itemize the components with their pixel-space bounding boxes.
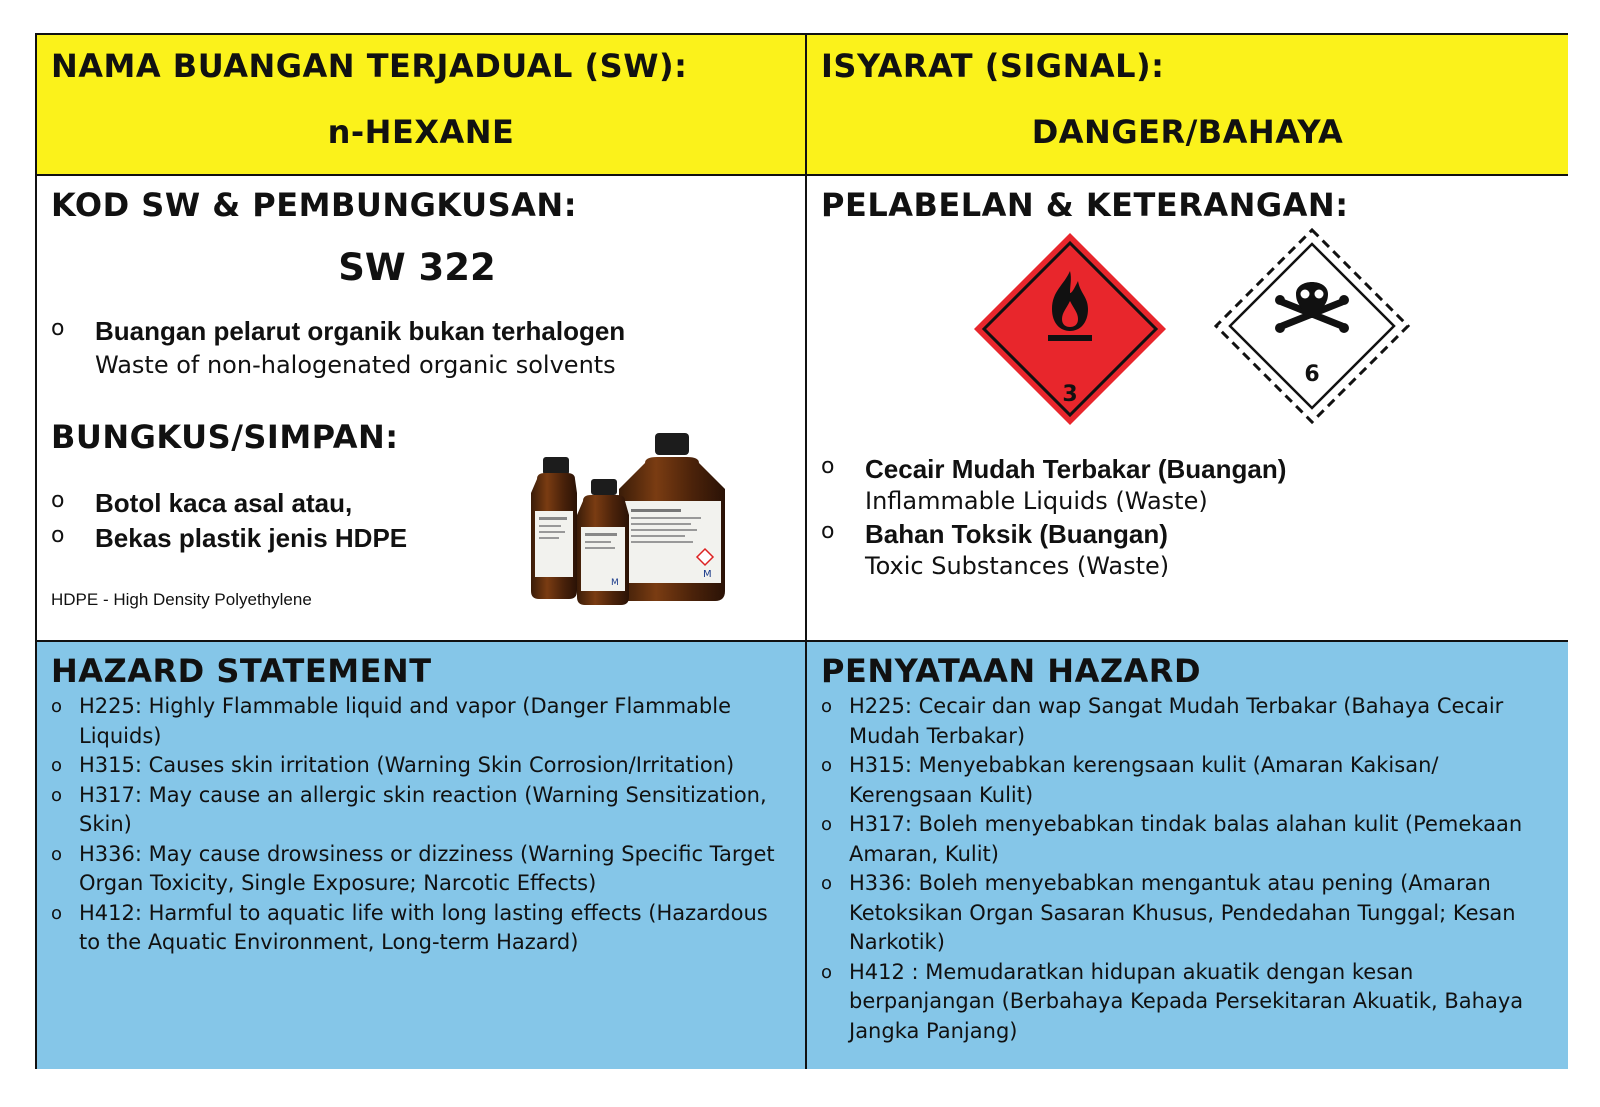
- waste-name-value: n-HEXANE: [327, 113, 515, 151]
- labelling-cell: [807, 176, 1568, 640]
- column-divider: [805, 35, 807, 1067]
- bullet-glyph: o: [821, 696, 833, 717]
- bullet-glyph: o: [821, 454, 835, 479]
- packaging-item: [51, 523, 407, 554]
- hazard-item: [821, 692, 1556, 751]
- packaging-item-label: Bekas plastik jenis HDPE: [95, 523, 408, 553]
- bullet-glyph: o: [821, 873, 833, 894]
- hazard-item-text: [849, 751, 1438, 810]
- hazard-item: [51, 840, 791, 899]
- bullet-glyph: o: [821, 519, 835, 544]
- packaging-label: BUNGKUS/SIMPAN:: [51, 418, 399, 456]
- hazard-item: [821, 869, 1556, 958]
- bullet-glyph: o: [51, 843, 63, 865]
- hazard-item: [821, 810, 1556, 869]
- hazard-item-line: H412: Harmful to aquatic life with long lasting effects (Hazardous: [79, 900, 768, 925]
- hazard-statement-list: [51, 692, 791, 958]
- labelling-item-ms: Cecair Mudah Terbakar (Buangan): [865, 454, 1287, 484]
- penyataan-hazard-cell: [807, 642, 1568, 1069]
- penyataan-hazard-label: PENYATAAN HAZARD: [821, 652, 1201, 690]
- svg-text:M: M: [611, 578, 619, 588]
- bullet-glyph: o: [51, 784, 63, 806]
- hazard-item-line: H315: Causes skin irritation (Warning Skin Corrosion/Irritation): [79, 753, 735, 777]
- signal-cell: [807, 35, 1568, 174]
- packaging-item-label: Botol kaca asal atau,: [95, 488, 353, 518]
- hazard-item-text: [79, 840, 775, 899]
- hazard-item-line: Amaran, Kulit): [849, 841, 999, 866]
- bullet-glyph: o: [51, 902, 63, 924]
- hazard-item-line: H317: Boleh menyebabkan tindak balas alahan kulit (Pemekaan: [849, 812, 1523, 836]
- hazard-item-text: [849, 869, 1516, 958]
- hazard-item: [821, 958, 1556, 1047]
- hazard-item-line: Jangka Panjang): [849, 1018, 1018, 1043]
- hazard-item-line: to the Aquatic Environment, Long-term Hazard): [79, 930, 579, 954]
- toxic-pictogram: [1212, 226, 1412, 426]
- description-en: Waste of non-halogenated organic solvents: [95, 351, 616, 379]
- hazard-item-line: Mudah Terbakar): [849, 723, 1026, 748]
- signal-label: ISYARAT (SIGNAL):: [821, 47, 1165, 85]
- hazard-item-line: H317: May cause an allergic skin reaction (Warning Sensitization,: [79, 782, 767, 807]
- hazard-item-text: [79, 781, 767, 840]
- bottle-middle: [577, 479, 629, 605]
- waste-name-cell: [37, 35, 805, 174]
- hazard-item-line: H315: Menyebabkan kerengsaan kulit (Amaran Kakisan/: [849, 753, 1439, 777]
- labelling-item-en: Toxic Substances (Waste): [865, 552, 1170, 580]
- hazard-item-line: Liquids): [79, 723, 162, 748]
- hazard-item-line: berpanjangan (Berbahaya Kepada Persekitaran Akuatik, Bahaya: [849, 989, 1524, 1013]
- reagent-bottles-image: [525, 431, 745, 611]
- hazard-item-text: [849, 810, 1522, 869]
- hazard-item-text: [79, 751, 734, 781]
- flammable-class-number: 3: [1062, 382, 1078, 407]
- hazard-item-line: H412 : Memudaratkan hidupan akuatik dengan kesan: [849, 959, 1414, 984]
- toxic-class-number: 6: [1304, 362, 1320, 387]
- hazard-item-line: H336: May cause drowsiness or dizziness (Warning Specific Target: [79, 841, 775, 866]
- bullet-glyph: o: [51, 523, 65, 548]
- hazard-item-line: Narkotik): [849, 930, 945, 954]
- labelling-item-en: Inflammable Liquids (Waste): [865, 487, 1208, 515]
- hazard-item: [51, 751, 791, 781]
- hazard-item-line: Ketoksikan Organ Sasaran Khusus, Pendedahan Tunggal; Kesan: [849, 900, 1516, 925]
- labelling-item: [821, 454, 1286, 515]
- waste-description: [51, 316, 625, 379]
- bullet-glyph: o: [821, 814, 833, 835]
- hdpe-note: HDPE - High Density Polyethylene: [51, 590, 312, 609]
- hazard-statement-label: HAZARD STATEMENT: [51, 652, 432, 690]
- bullet-glyph: o: [51, 755, 63, 776]
- bottle-left: [531, 457, 577, 599]
- row-divider: [37, 174, 1566, 176]
- bullet-glyph: o: [821, 961, 833, 983]
- code-packaging-cell: [37, 176, 805, 640]
- code-packaging-label: KOD SW & PEMBUNGKUSAN:: [51, 186, 577, 224]
- bullet-glyph: o: [821, 755, 833, 776]
- penyataan-hazard-list: [821, 692, 1556, 1046]
- hazard-item-line: H225: Highly Flammable liquid and vapor (Danger Flammable: [79, 694, 732, 718]
- hazard-item-text: [849, 958, 1523, 1047]
- hazard-item-text: [79, 692, 731, 751]
- hazard-item-line: Skin): [79, 812, 132, 836]
- bullet-glyph: o: [51, 488, 65, 513]
- waste-name-label: NAMA BUANGAN TERJADUAL (SW):: [51, 47, 688, 85]
- labelling-list: [821, 454, 1286, 580]
- row-divider: [37, 640, 1566, 642]
- hazard-item-line: Organ Toxicity, Single Exposure; Narcotic Effects): [79, 871, 597, 895]
- labelling-item-ms: Bahan Toksik (Buangan): [865, 519, 1168, 549]
- hazard-item: [51, 899, 791, 958]
- hazard-item-line: H336: Boleh menyebabkan mengantuk atau pening (Amaran: [849, 871, 1491, 895]
- hazard-item: [51, 692, 791, 751]
- signal-value: DANGER/BAHAYA: [1031, 113, 1344, 151]
- packaging-list: [51, 488, 407, 554]
- hazard-item: [51, 781, 791, 840]
- bottle-large: [619, 433, 725, 601]
- hazard-item-text: [79, 899, 768, 958]
- bullet-glyph: o: [51, 696, 63, 717]
- labelling-item: [821, 519, 1286, 580]
- waste-label-sheet: [35, 33, 1568, 1069]
- hazard-statement-cell: [37, 642, 805, 1069]
- hazard-item-line: Kerengsaan Kulit): [849, 782, 1034, 807]
- sw-code: SW 322: [338, 246, 496, 289]
- hazard-item: [821, 751, 1556, 810]
- hazard-item-line: H225: Cecair dan wap Sangat Mudah Terbakar (Bahaya Cecair: [849, 694, 1504, 718]
- svg-text:M: M: [703, 569, 712, 580]
- flammable-pictogram: [972, 231, 1168, 427]
- hazard-item-text: [849, 692, 1503, 751]
- labelling-label: PELABELAN & KETERANGAN:: [821, 186, 1349, 224]
- bullet-glyph: o: [51, 316, 65, 341]
- packaging-item: [51, 488, 407, 519]
- description-ms: Buangan pelarut organik bukan terhalogen: [95, 316, 626, 346]
